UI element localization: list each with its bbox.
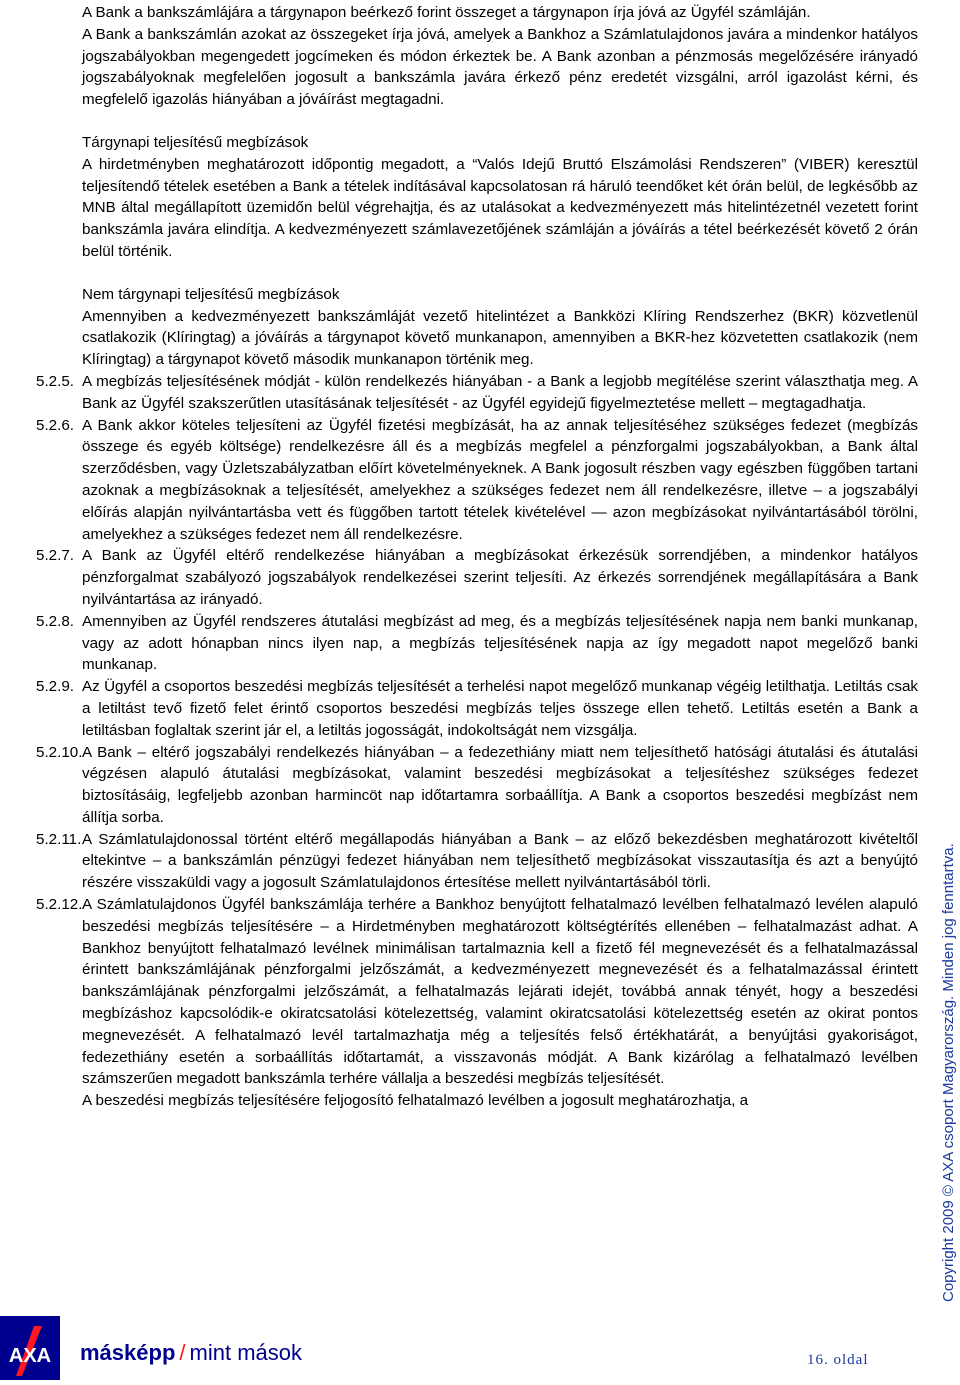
heading-same-day-orders: Tárgynapi teljesítésű megbízások xyxy=(82,133,309,151)
numbered-item xyxy=(36,829,918,894)
item-text: Az Ügyfél a csoportos beszedési megbízás teljesítését a terhelési napot megelőző munkanap végéig letilthatja. Letiltás csak a letiltást tevő fizető felet érintő csoportos beszedési megbízás teljes összege ellen tehető. Letiltás esetén a Bank a letiltásban foglaltak szerint jár el, a letiltás jogosságát, indokoltságát nem vizsgálja. xyxy=(82,678,918,739)
item-text: A megbízás teljesítésének módját - külön rendelkezés hiányában - a Bank a legjobb megítélése szerint választhatja meg. A Bank az Ügyfél szakszerűtlen utasításának teljesítését - az Ügyfél egyidejű figyelmeztetése mellett – megtagadhatja. xyxy=(82,372,918,412)
numbered-item xyxy=(36,894,918,1090)
numbered-item xyxy=(36,611,918,676)
document-body xyxy=(36,2,918,1112)
item-text: A Számlatulajdonos Ügyfél bankszámlája terhére a Bankhoz benyújtott felhatalmazó levélben felhatalmazó levélen alapuló beszedési megbízás teljesítésére – a Hirdetményben meghatározott költségtérítés ellenében – felhatalmazást adhat. A Bankhoz benyújtott felhatalmazó levélnek minimálisan tartalmaznia kell a fizető fél megnevezését és a felhatalmazással érintett bankszámlájának pénzforgalmi jelzőszámát, a kedvezményezett megnevezését és a felhatalmazással érintett bankszámlájának pénzforgalmi jelzőszámát, a felhatalmazás lejárati idejét, továbbá annak tényét, hogy a beszedési megbízáshoz kapcsolódik-e okiratcsatolási kötelezettség, valamint okiratcsatolási kötelezettség esetén az okirat pontos megnevezését. A felhatalmazó levél tartalmazhatja még a teljesítés felső értékhatárát, a benyújtási gyakoriságot, fedezethiány esetén a sorbaállítás időtartamát, a visszavonás módját. A Bank kizárólag a felhatalmazó levélben számszerűen megadott bankszámla terhére vállalja a beszedési megbízás teljesítését. xyxy=(82,896,918,1088)
paragraph-non-same-day-orders: Amennyiben a kedvezményezett bankszámláját vezető hitelintézet a Bankközi Klíring Rendszerhez (BKR) közvetlenül csatlakozik (Klíringtag) a jóváírás a tárgynapot követő munkanapon, amennyiben a BKR-hez közvetetten csatlakozik (nem Klíringtag) a tárgynapot követő második munkanapon történik meg. xyxy=(82,307,918,369)
item-text: A Bank az Ügyfél eltérő rendelkezése hiányában a megbízásokat érkezésük sorrendjében, a mindenkor hatályos pénzforgalmat szabályozó jogszabályok rendelkezései szerint teljesíti. Az érkezés sorrendjének megállapítására a Bank nyilvántartása az irányadó. xyxy=(82,547,918,608)
slogan-part-1: másképp xyxy=(80,1340,176,1365)
footer-slogan xyxy=(80,1340,302,1366)
numbered-item xyxy=(36,742,918,829)
item-number: 5.2.11. xyxy=(36,830,82,848)
paragraph-last: A beszedési megbízás teljesítésére feljogosító felhatalmazó levélben a jogosult meghatározhatja, a xyxy=(82,1092,749,1110)
slogan-separator: / xyxy=(179,1340,186,1365)
numbered-item xyxy=(36,545,918,610)
item-text: A Számlatulajdonossal történt eltérő megállapodás hiányában a Bank – az előző bekezdésben meghatározott kivételtől eltekintve – a bankszámlán pénzügyi fedezet hiányában nem teljesíthető megbízásokat visszautasítja és azt a benyújtó részére visszaküldi vagy a jogosult Számlatulajdonos értesítése mellett nyilvántartásából törli. xyxy=(82,830,918,892)
numbered-item xyxy=(36,676,918,741)
copyright-notice: Copyright 2009 © AXA csoport Magyarország. Minden jog fenntartva. xyxy=(940,843,957,1302)
item-number: 5.2.10. xyxy=(36,743,83,761)
numbered-item xyxy=(36,371,918,415)
page-number: 16. oldal xyxy=(807,1352,869,1368)
numbered-item xyxy=(36,415,918,546)
axa-logo xyxy=(0,1316,60,1380)
paragraph-same-day-orders: A hirdetményben meghatározott időpontig megadott, a “Valós Idejű Bruttó Elszámolási Rendszeren” (VIBER) keresztül teljesítendő tételek esetében a Bank a tételek indításával kapcsolatosan rá háruló teendőket két órán belül, de legkésőbb az MNB által megállapított üzemidőn belül végrehajtja, és az utalásokat a kedvezményezett más hitelintézetnél vezetett forint bankszámla javára elindítja. A kedvezményezett számlavezetőjének számláján a jóváírás a tétel beérkezését követő 2 órán belül történik. xyxy=(82,155,918,260)
item-number: 5.2.5. xyxy=(36,372,74,390)
item-number: 5.2.7. xyxy=(36,547,74,565)
item-number: 5.2.9. xyxy=(36,678,74,696)
item-number: 5.2.6. xyxy=(36,416,74,434)
slogan-part-2: mint mások xyxy=(189,1340,302,1365)
paragraph-intro: A Bank a bankszámlájára a tárgynapon beérkező forint összeget a tárgynapon írja jóvá az Ügyfél számláján. xyxy=(82,4,811,21)
item-number: 5.2.12. xyxy=(36,896,83,914)
svg-text:AXA: AXA xyxy=(8,1345,52,1367)
item-number: 5.2.8. xyxy=(36,612,74,630)
heading-non-same-day-orders: Nem tárgynapi teljesítésű megbízások xyxy=(82,285,340,303)
item-text: A Bank akkor köteles teljesíteni az Ügyfél fizetési megbízását, ha az annak teljesítéséhez szükséges fedezet (megbízás összege és egyéb költsége) rendelkezésre áll és a megbízás megfelel a pénzforgalmi jogszabályokban, a Bank által szerződésben, vagy Üzletszabályzatban előírt követelményeknek. A Bank jogosult részben vagy egészben függőben tartani azoknak a megbízásoknak a teljesítését, amelyekhez a szükséges fedezet nem áll rendelkezésre, illetve – a jogszabályi előírás alapján nyilvántartásba vett és függőben tartott tételek kivételével — azon megbízásokat nyilvántartásából törölni, amelyekhez a szükséges fedezet nem áll rendelkezésre. xyxy=(82,416,918,543)
paragraph-credit-rules: A Bank a bankszámlán azokat az összegeket írja jóvá, amelyek a Bankhoz a Számlatulajdonos javára a mindenkor hatályos jogszabályokban megengedett jogcímeken és módon érkeztek be. A Bank azonban a pénzmosás megelőzésére irányadó jogszabályoknak megfelelően jogosult a bankszámla javára érkező pénz eredetét vizsgálni, arról igazolást kérni, és megfelelő igazolás hiányában a jóváírást megtagadni. xyxy=(82,25,918,109)
item-text: A Bank – eltérő jogszabályi rendelkezés hiányában – a fedezethiány miatt nem teljesíthető hatósági átutalási és átutalási végzésen alapuló átutalási megbízásokat, valamint beszedési megbízásokat a teljesítéshez szükséges fedezet biztosításáig, legfeljebb azonban harmincöt nap időtartamra sorbaállítja. A Bank a csoportos beszedési megbízást nem állítja sorba. xyxy=(82,743,918,826)
spacer xyxy=(82,263,918,284)
spacer xyxy=(82,111,918,132)
item-text: Amennyiben az Ügyfél rendszeres átutalási megbízást ad meg, és a megbízás teljesítésének napja nem banki munkanap, vagy az adott hónapban nincs ilyen nap, a megbízás teljesítésének napja az így megadott napot megelőző banki munkanap. xyxy=(82,612,918,674)
